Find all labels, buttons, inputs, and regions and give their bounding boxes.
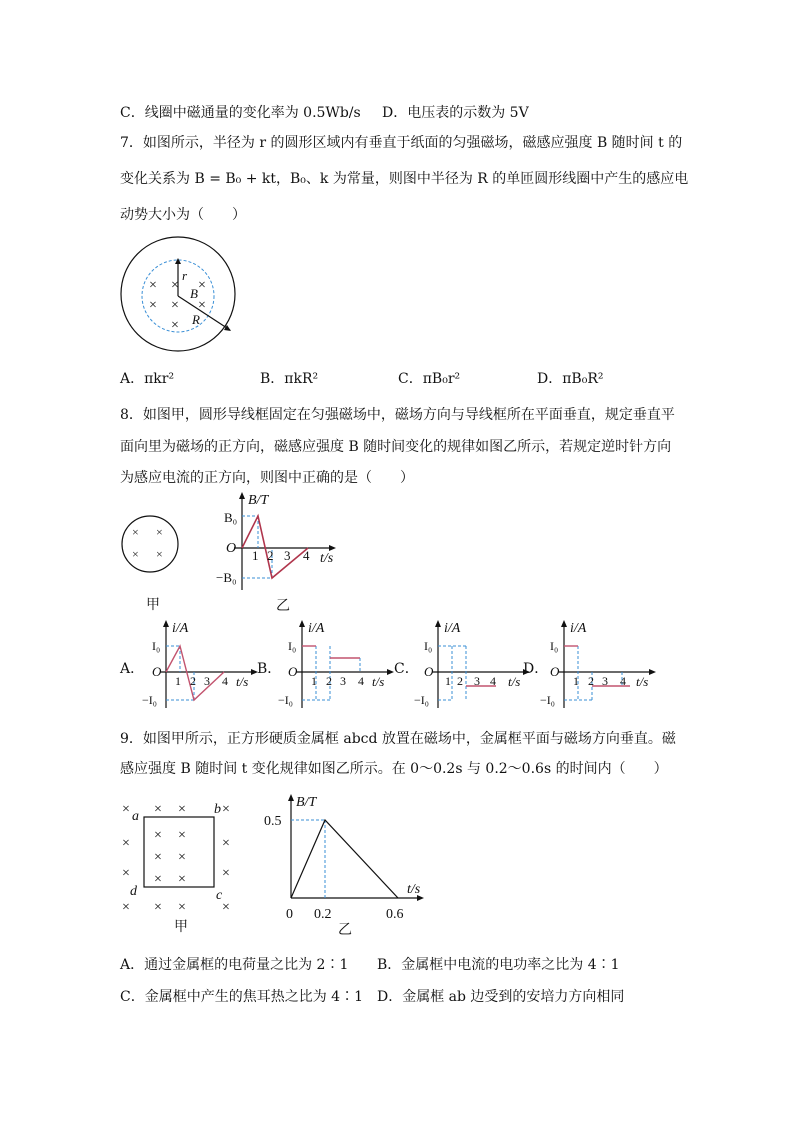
tick-3: 3 [474,674,480,688]
cross-icon: × [154,872,162,887]
tick-2: 2 [326,674,332,688]
cross-icon: × [171,298,179,313]
q8-choice-a-graph [140,618,268,710]
tick-0-6: 0.6 [386,907,404,922]
origin-label: O [226,541,237,556]
cross-icon: × [122,802,130,817]
tick-0-2: 0.2 [314,907,332,922]
cross-icon: × [149,278,157,293]
q8-stem-line2: 面向里为磁场的正方向，磁感应强度 B 随时间变化的规律如图乙所示，若规定逆时针方向 [120,439,672,455]
q8-choice-d-letter: D． [523,661,549,677]
cross-icon: × [122,900,130,915]
tick-1: 1 [252,548,259,563]
q9-option-c: C．金属框中产生的焦耳热之比为 4∶1 [120,989,363,1005]
q9-option-d: D．金属框 ab 边受到的安培力方向相同 [377,989,625,1005]
y-axis-label: B/T [296,795,317,810]
tick-4: 4 [358,674,364,688]
tick-neg-i0: −I₀ [540,693,555,707]
q9-stem-line1: 9．如图甲所示，正方形硬质金属框 abcd 放置在磁场中，金属框平面与磁场方向垂直。磁 [120,731,676,747]
q9-stem-line2: 感应强度 B 随时间 t 变化规律如图乙所示。在 0～0.2s 与 0.2～0.6s 的时间内（ ） [120,761,668,777]
origin-label: O [288,664,298,679]
q7-label-big-r: R [192,312,200,327]
q8-caption-yi: 乙 [276,598,290,614]
q6-option-d: D．电压表的示数为 5V [382,105,529,121]
cross-icon: × [222,900,230,915]
q8-choice-c-letter: C． [394,661,419,677]
q9-caption-jia: 甲 [174,920,188,935]
tick-i0: I₀ [288,639,297,653]
cross-icon: × [122,836,130,851]
cross-icon: × [156,525,163,539]
tick-neg-i0: −I₀ [278,693,293,707]
q7-label-b: B [190,286,198,301]
tick-2: 2 [267,548,274,563]
q8-stem-line3: 为感应电流的正方向，则图中正确的是（ ） [120,470,414,486]
q9-option-a: A．通过金属框的电荷量之比为 2∶1 [120,957,349,973]
q7-option-a: A．πkr² [120,371,175,387]
tick-4: 4 [620,674,626,688]
tick-i0: I₀ [424,639,433,653]
tick-2: 2 [588,674,594,688]
tick-b0: B₀ [224,510,238,525]
tick-4: 4 [303,548,310,563]
q8-coil-figure [120,514,182,576]
cross-icon: × [154,900,162,915]
tick-neg-i0: −I₀ [142,693,157,707]
q7-stem-line2: 变化关系为 B = B₀ + kt，B₀、k 为常量，则图中半径为 R 的单匝圆形线圈中产生的感应电 [120,171,689,187]
cross-icon: × [149,298,157,313]
q6-option-c: C．线圈中磁通量的变化率为 0.5Wb/s [120,105,361,121]
q7-stem-line1: 7．如图所示，半径为 r 的圆形区域内有垂直于纸面的匀强磁场，磁感应强度 B 随时间 t 的 [120,135,683,151]
cross-icon: × [171,318,179,333]
x-axis-label: t/s [236,674,249,689]
y-axis-label: i/A [172,621,189,636]
corner-b: b [214,802,221,817]
tick-4: 4 [490,674,496,688]
tick-2: 2 [457,674,463,688]
cross-icon: × [198,278,206,293]
cross-icon: × [156,547,163,561]
tick-i0: I₀ [152,639,161,653]
y-axis-label: i/A [308,621,325,636]
q7-option-d: D．πB₀R² [537,371,604,387]
cross-icon: × [178,802,186,817]
q8-choice-b-letter: B． [257,661,282,677]
cross-icon: × [178,850,186,865]
q8-choice-b-graph [276,618,404,710]
q7-option-b: B．πkR² [260,371,319,387]
x-axis-label: t/s [372,674,385,689]
q9-b-t-graph [262,790,434,940]
cross-icon: × [171,278,179,293]
tick-3: 3 [284,548,291,563]
corner-a: a [132,809,139,824]
corner-d: d [130,884,137,899]
tick-1: 1 [311,674,317,688]
tick-1: 1 [445,674,451,688]
q7-stem-line3: 动势大小为（ ） [120,207,246,223]
cross-icon: × [132,547,139,561]
q8-b-t-graph [214,490,354,594]
q8-choice-d-graph [538,618,666,710]
cross-icon: × [222,802,230,817]
q9-caption-yi: 乙 [338,923,352,938]
tick-neg-b0: −B₀ [216,570,237,585]
y-axis-label: i/A [570,621,587,636]
cross-icon: × [198,298,206,313]
y-axis-label: B/T [248,493,269,508]
cross-icon: × [178,900,186,915]
tick-i0: I₀ [550,639,559,653]
cross-icon: × [222,836,230,851]
cross-icon: × [154,802,162,817]
q9-frame-figure [118,795,242,935]
origin-label: 0 [286,907,293,922]
x-axis-label: t/s [508,674,521,689]
cross-icon: × [154,850,162,865]
tick-3: 3 [340,674,346,688]
origin-label: O [424,664,434,679]
q8-stem-line1: 8．如图甲，圆形导线框固定在匀强磁场中，磁场方向与导线框所在平面垂直，规定垂直平 [120,407,675,423]
q7-option-c: C．πB₀r² [398,371,461,387]
cross-icon: × [178,872,186,887]
x-axis-label: t/s [407,882,421,897]
corner-c: c [216,888,223,903]
tick-neg-i0: −I₀ [414,693,429,707]
q8-choice-c-graph [412,618,540,710]
q9-option-b: B．金属框中电流的电功率之比为 4∶1 [377,957,620,973]
tick-0-5: 0.5 [264,814,282,829]
cross-icon: × [122,866,130,881]
tick-1: 1 [573,674,579,688]
tick-3: 3 [204,674,210,688]
tick-4: 4 [222,674,228,688]
x-axis-label: t/s [636,674,649,689]
tick-3: 3 [602,674,608,688]
origin-label: O [550,664,560,679]
tick-2: 2 [190,674,196,688]
cross-icon: × [222,866,230,881]
origin-label: O [152,664,162,679]
cross-icon: × [178,828,186,843]
y-axis-label: i/A [444,621,461,636]
q7-label-r: r [182,268,188,283]
q8-caption-jia: 甲 [146,597,160,613]
cross-icon: × [154,828,162,843]
cross-icon: × [132,525,139,539]
tick-1: 1 [175,674,181,688]
q8-choice-a-letter: A． [120,661,145,677]
x-axis-label: t/s [320,551,334,566]
q7-figure [120,236,240,356]
